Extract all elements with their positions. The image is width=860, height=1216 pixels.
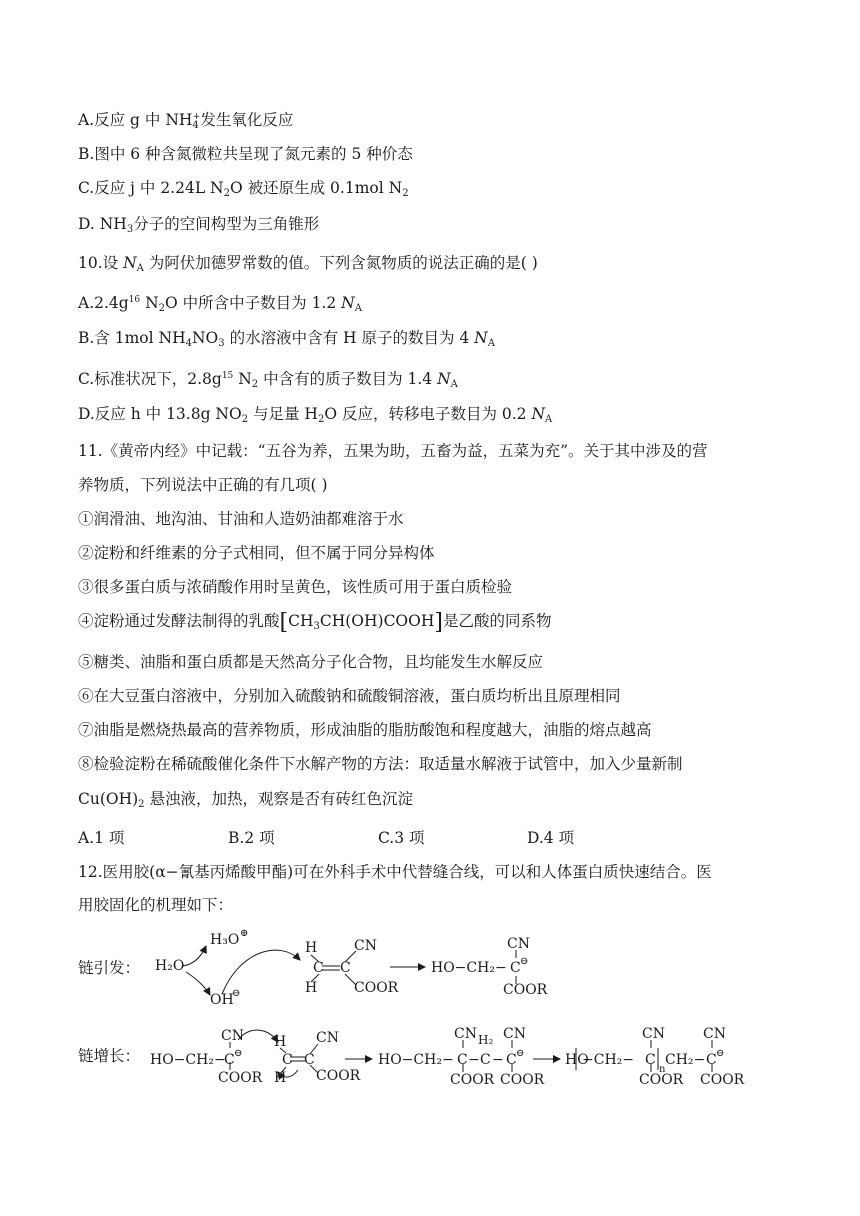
h3o-label: H₃O	[210, 932, 240, 948]
svg-text:COOR: COOR	[450, 1072, 495, 1088]
q11-statement-3: ③很多蛋白质与浓硝酸作用时呈黄色，该性质可用于蛋白质检验	[78, 578, 513, 596]
q11-statement-6: ⑥在大豆蛋白溶液中，分别加入硫酸钠和硫酸铜溶液，蛋白质均析出且原理相同	[78, 687, 621, 705]
svg-text:C: C	[340, 960, 351, 976]
q10-option-b: B.含 1mol $NH_4NO_3$ 的水溶液中含有 H 原子的数目为 4 $N_A$	[78, 329, 495, 349]
svg-text:C: C	[304, 1052, 315, 1068]
svg-text:CN: CN	[316, 1030, 339, 1046]
q10-stem: 10.设 $N_A$ 为阿伏加德罗常数的值。下列含氮物质的说法正确的是( )	[78, 254, 538, 274]
svg-text:HO−CH₂−: HO−CH₂−	[431, 960, 507, 976]
q9-option-b: B.图中 6 种含氮微粒共呈现了氮元素的 5 种价态	[78, 145, 413, 163]
svg-text:C: C	[282, 1052, 293, 1068]
q9-option-c: C.反应 j 中 2.24L $N_2O$ 被还原生成 0.1mol $N_2$	[78, 179, 409, 199]
svg-text:C: C	[706, 1052, 717, 1068]
q11-statement-2: ②淀粉和纤维素的分子式相同，但不属于同分异构体	[78, 544, 435, 562]
svg-text:C: C	[313, 960, 324, 976]
q9-option-a: A.反应 g 中 $NH_4^+$发生氧化反应	[78, 111, 294, 131]
svg-text:n: n	[659, 1064, 666, 1075]
svg-text:CN: CN	[703, 1026, 726, 1042]
svg-text:H: H	[274, 1034, 287, 1050]
svg-text:HO−CH₂−: HO−CH₂−	[378, 1052, 454, 1068]
q10-option-c: C.标准状况下，$2.8g^{15}$ $N_2$ 中含有的质子数目为 1.4 $N_A$	[78, 370, 458, 390]
svg-text:CH₂−: CH₂−	[665, 1052, 706, 1068]
chain-initiation-label: 链引发：	[78, 959, 141, 977]
svg-text:C: C	[645, 1052, 656, 1068]
svg-text:COOR: COOR	[700, 1072, 745, 1088]
minus-sign: ⊖	[232, 988, 241, 999]
svg-text:COOR: COOR	[316, 1068, 361, 1084]
q11-option-c: C.3 项	[378, 829, 425, 847]
q11-option-d: D.4 项	[527, 829, 575, 847]
svg-text:⊖: ⊖	[516, 1048, 525, 1059]
svg-text:⊖: ⊖	[716, 1048, 725, 1059]
q12-stem-line2: 用胶固化的机理如下：	[78, 896, 234, 914]
svg-text:H: H	[274, 1070, 287, 1086]
svg-text:HO: HO	[565, 1052, 589, 1068]
q11-statement-1: ①润滑油、地沟油、甘油和人造奶油都难溶于水	[78, 510, 404, 528]
q11-stem-line2: 养物质，下列说法中正确的有几项( )	[78, 476, 328, 494]
q11-statement-4: ④淀粉通过发酵法制得的乳酸$[CH_3CH(OH)COOH]$是乙酸的同系物	[78, 610, 552, 635]
svg-text:CN: CN	[503, 1026, 526, 1042]
h2o-label: H₂O	[155, 958, 185, 974]
svg-text:−: −	[468, 1052, 480, 1068]
svg-text:⊖: ⊖	[234, 1048, 243, 1059]
svg-text:−: −	[492, 1052, 504, 1068]
svg-text:C: C	[480, 1052, 491, 1068]
svg-text:COOR: COOR	[354, 980, 399, 996]
plus-sign: ⊕	[240, 928, 249, 939]
q10-option-a: $A.2.4g^{16}$ $N_2O$ 中所含中子数目为 1.2 $N_A$	[78, 294, 362, 314]
svg-text:C: C	[224, 1052, 235, 1068]
svg-text:CN: CN	[642, 1026, 665, 1042]
svg-text:COOR: COOR	[503, 982, 548, 998]
q11-statement-5: ⑤糖类、油脂和蛋白质都是天然高分子化合物，且均能发生水解反应	[78, 653, 544, 671]
q11-statement-8-line2: $Cu(OH)_2$ 悬浊液，加热，观察是否有砖红色沉淀	[78, 790, 413, 810]
svg-text:CN: CN	[354, 938, 377, 954]
chain-propagation-label: 链增长：	[78, 1047, 141, 1065]
svg-text:C: C	[457, 1052, 468, 1068]
q9-option-d: D. $NH_3$分子的空间构型为三角锥形	[78, 215, 320, 235]
q12-stem-line1: 12.医用胶(α−氰基丙烯酸甲酯)可在外科手术中代替缝合线，可以和人体蛋白质快速结合。医	[78, 863, 712, 881]
q11-option-a: A.1 项	[78, 829, 125, 847]
oh-label: OH	[210, 992, 234, 1008]
q10-option-d: D.反应 h 中 13.8g $NO_2$ 与足量 $H_2O$ 反应，转移电子数目为 0.2 $N_A$	[78, 405, 553, 425]
q11-statement-7: ⑦油脂是燃烧热最高的营养物质，形成油脂的脂肪酸饱和程度越大，油脂的熔点越高	[78, 721, 652, 739]
svg-text:COOR: COOR	[639, 1072, 684, 1088]
svg-text:H: H	[305, 980, 318, 996]
q11-option-b: B.2 项	[228, 829, 275, 847]
q11-stem-line1: 11.《黄帝内经》中记载：“五谷为养，五果为助，五畜为益，五菜为充”。关于其中涉及的营	[78, 442, 708, 460]
svg-text:C: C	[510, 960, 521, 976]
svg-text:HO−CH₂−: HO−CH₂−	[150, 1052, 226, 1068]
svg-text:C: C	[506, 1052, 517, 1068]
q11-statement-8-line1: ⑧检验淀粉在稀硫酸催化条件下水解产物的方法：取适量水解液于试管中，加入少量新制	[78, 755, 683, 773]
svg-text:H₂: H₂	[478, 1033, 494, 1047]
svg-text:CN: CN	[454, 1026, 477, 1042]
svg-text:CN: CN	[221, 1028, 244, 1044]
svg-text:⊖: ⊖	[520, 956, 529, 967]
svg-text:−CH₂−: −CH₂−	[582, 1052, 634, 1068]
svg-text:COOR: COOR	[500, 1072, 545, 1088]
svg-text:H: H	[305, 940, 318, 956]
svg-text:CN: CN	[507, 936, 530, 952]
svg-text:COOR: COOR	[218, 1070, 263, 1086]
